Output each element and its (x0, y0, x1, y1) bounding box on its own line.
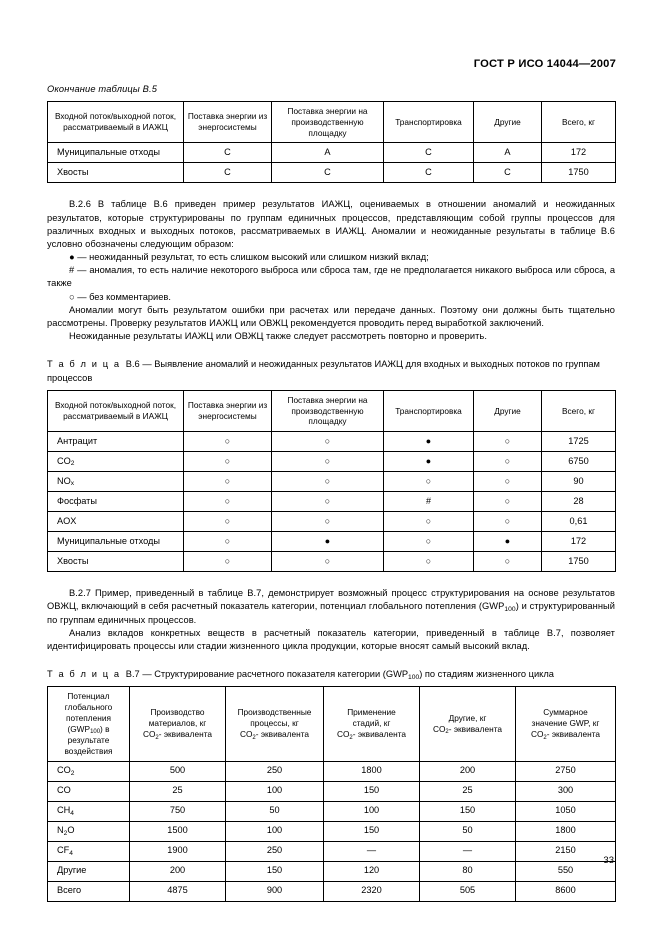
table-b6-header-row (48, 390, 616, 431)
col-header-processes-l3b: - эквивалента (255, 728, 310, 739)
row-label (48, 881, 130, 901)
cell-total: 1050 (516, 801, 616, 821)
cell-total: 1750 (542, 163, 616, 183)
table-b6-caption-number: В.6 (125, 359, 140, 370)
cell-grid: ○ (184, 512, 272, 532)
col-header-usage-l3b: - эквивалента (352, 728, 407, 739)
paragraph-b27 (47, 587, 615, 627)
col-header-gwp-l3: потепления (66, 712, 111, 723)
col-header-processes-l2: процессы, кг (250, 718, 299, 729)
row-label (48, 452, 184, 472)
col-header-grid-energy: Поставка энергии из энергосистемы (184, 390, 272, 431)
cell-total: 1750 (542, 552, 616, 572)
cell-grid: ○ (184, 492, 272, 512)
cell-other: ○ (474, 552, 542, 572)
cell-total: 1725 (542, 432, 616, 452)
cell-transport: ● (384, 452, 474, 472)
col-header-total-l1: Суммарное (543, 707, 588, 718)
cell-processes: 100 (226, 821, 324, 841)
col-header-gwp-l6: воздействия (64, 746, 113, 757)
cell-usage: 120 (324, 861, 420, 881)
row-label (48, 552, 184, 572)
cell-other: C (474, 163, 542, 183)
table-row (48, 781, 616, 801)
col-header-transport: Транспортировка (384, 390, 474, 431)
col-header-gwp-l4b: ) в (100, 723, 110, 734)
cell-other: ● (474, 532, 542, 552)
row-label-text: NO (57, 475, 71, 486)
table-b7-caption-text-a: — Структурирование расчетного показателя категории (GWP (142, 669, 409, 680)
row-label (48, 821, 130, 841)
cell-materials: 1500 (130, 821, 226, 841)
cell-total: 2150 (516, 841, 616, 861)
row-label-sub: 2 (63, 830, 68, 838)
cell-processes: 250 (226, 841, 324, 861)
cell-site: C (272, 163, 384, 183)
col-header-usage-l1: Применение (347, 707, 396, 718)
row-label (48, 532, 184, 552)
cell-usage: 2320 (324, 881, 420, 901)
row-label-tail: O (67, 825, 75, 836)
row-label-sub: 4 (69, 850, 73, 858)
row-label: Хвосты (48, 163, 184, 183)
col-header-gwp-l1: Потенциал (67, 691, 110, 702)
col-header-usage (324, 687, 420, 762)
cell-other: ○ (474, 472, 542, 492)
row-label (48, 761, 130, 781)
row-label (48, 861, 130, 881)
row-label-text: Другие (57, 865, 87, 876)
paragraph-unexpected-note: Неожиданные результаты ИАЖЦ или ОВЖЦ также следует рассмотреть повторно и проверить. (69, 331, 487, 342)
cell-total: 6750 (542, 452, 616, 472)
table-b7-body (48, 761, 616, 901)
table-row (48, 492, 616, 512)
table-b7-caption (47, 668, 615, 681)
col-header-materials-l2: материалов, кг (148, 718, 207, 729)
cell-grid: ○ (184, 432, 272, 452)
cell-transport: ○ (384, 552, 474, 572)
table-b7 (47, 686, 616, 902)
cell-site: A (272, 143, 384, 163)
table-row (48, 801, 616, 821)
row-label-text: Хвосты (57, 555, 89, 566)
table-row (48, 881, 616, 901)
table-row (48, 552, 616, 572)
cell-transport: # (384, 492, 474, 512)
col-header-processes-l3a: CO (239, 728, 253, 739)
col-header-materials-sub: 2 (155, 734, 159, 741)
row-label-text: Всего (57, 885, 82, 896)
cell-total: 172 (542, 143, 616, 163)
cell-other: 25 (420, 781, 516, 801)
legend-filled-circle: ● — неожиданный результат, то есть слишком высокий или слишком низкий вклад; (69, 252, 429, 263)
col-header-site-energy: Поставка энергии на производственную площадку (272, 390, 384, 431)
page-content (47, 84, 615, 902)
col-header-total-gwp (516, 687, 616, 762)
cell-site: ○ (272, 512, 384, 532)
row-label-text: CF (57, 845, 70, 856)
row-label-sub: x (70, 480, 75, 488)
col-header-total: Всего, кг (542, 102, 616, 143)
cell-processes: 100 (226, 781, 324, 801)
table-b5-caption: Окончание таблицы В.5 (47, 84, 158, 94)
cell-processes: 250 (226, 761, 324, 781)
table-b7-caption-sub: 100 (408, 673, 420, 681)
cell-total: 2750 (516, 761, 616, 781)
col-header-total-sub: 2 (543, 734, 547, 741)
cell-materials: 750 (130, 801, 226, 821)
table-b6-caption-text: — Выявление аномалий и неожиданных результатов ИАЖЦ для входных и выходных потоков по группам процессов (47, 359, 600, 383)
page-number: 33 (603, 855, 614, 866)
table-b7-caption-text-b: ) по стадиям жизненного цикла (419, 669, 554, 680)
cell-materials: 500 (130, 761, 226, 781)
cell-other: ○ (474, 452, 542, 472)
cell-other: 80 (420, 861, 516, 881)
cell-materials: 25 (130, 781, 226, 801)
col-header-gwp-sub: 100 (90, 729, 101, 736)
cell-usage: 150 (324, 821, 420, 841)
col-header-gwp-l4a: (GWP (67, 723, 91, 734)
cell-processes: 50 (226, 801, 324, 821)
cell-transport: ● (384, 432, 474, 452)
cell-site: ● (272, 532, 384, 552)
cell-total: 550 (516, 861, 616, 881)
col-header-gwp-l2: глобального (64, 702, 113, 713)
col-header-total-l3b: - эквивалента (546, 728, 601, 739)
table-row (48, 163, 616, 183)
col-header-total-l3a: CO (530, 728, 544, 739)
cell-materials: 1900 (130, 841, 226, 861)
row-label: Муниципальные отходы (48, 143, 184, 163)
cell-other: ○ (474, 432, 542, 452)
cell-total: 0,61 (542, 512, 616, 532)
paragraph-b27-analysis: Анализ вкладов конкретных веществ в расчетный показатель категории, приведенный в таблице В.7, позволяет идентифицировать процессы или стадии жизненного цикла продукции, которые вносят самый высокий вклад. (47, 627, 615, 651)
table-row (48, 821, 616, 841)
table-b5-header-row (48, 102, 616, 143)
row-label-text: CO (57, 455, 71, 466)
cell-grid: ○ (184, 532, 272, 552)
row-label-text: CH (57, 805, 71, 816)
table-row (48, 143, 616, 163)
paragraph-anomaly-note: Аномалии могут быть результатом ошибки при расчетах или передаче данных. Поэтому они должны быть тщательно рассмотрены. Проверку результатов ИАЖЦ или ОВЖЦ рекомендуется проводить перед выработкой заключений. (47, 304, 615, 329)
cell-total: 28 (542, 492, 616, 512)
paragraph-b27-part1: В.2.7 Пример, приведенный в таблице В.7, демонстрирует возможный процесс структурирования на основе результатов ОВЖЦ, включающий в себя расчетный показатель категории, потенциал глобального потепления (GWP (47, 588, 615, 612)
row-label-text: CO (57, 765, 71, 776)
cell-other: ○ (474, 512, 542, 532)
row-label-sub: 2 (70, 770, 75, 778)
col-header-materials (130, 687, 226, 762)
cell-grid: ○ (184, 552, 272, 572)
row-label-text: CO (57, 785, 71, 796)
cell-total: 300 (516, 781, 616, 801)
col-header-gwp (48, 687, 130, 762)
row-label (48, 512, 184, 532)
cell-usage: 100 (324, 801, 420, 821)
cell-site: ○ (272, 552, 384, 572)
col-header-materials-l3b: - эквивалента (158, 728, 213, 739)
row-label-text: Антрацит (57, 435, 98, 446)
col-header-total: Всего, кг (542, 390, 616, 431)
table-row (48, 452, 616, 472)
row-label-text: N (57, 825, 64, 836)
table-row (48, 532, 616, 552)
cell-total: 8600 (516, 881, 616, 901)
cell-other: ○ (474, 492, 542, 512)
col-header-other-l1: Другие, кг (448, 712, 487, 723)
cell-other: 200 (420, 761, 516, 781)
row-label (48, 492, 184, 512)
cell-processes: 900 (226, 881, 324, 901)
cell-materials: 200 (130, 861, 226, 881)
table-row (48, 472, 616, 492)
cell-grid: C (184, 143, 272, 163)
table-row (48, 841, 616, 861)
cell-grid: ○ (184, 452, 272, 472)
col-header-usage-l3a: CO (336, 728, 350, 739)
legend-open-circle: ○ — без комментариев. (69, 291, 171, 302)
col-header-other-l2b: - эквивалента (448, 723, 503, 734)
col-header-other (420, 687, 516, 762)
col-header-processes-sub: 2 (252, 734, 256, 741)
row-label (48, 432, 184, 452)
table-b6-body (48, 432, 616, 572)
row-label-text: Муниципальные отходы (57, 535, 160, 546)
cell-usage: — (324, 841, 420, 861)
cell-transport: C (384, 163, 474, 183)
cell-other: 50 (420, 821, 516, 841)
document-header: ГОСТ Р ИСО 14044—2007 (473, 58, 616, 70)
table-b6-caption (47, 358, 615, 384)
col-header-other: Другие (474, 390, 542, 431)
row-label (48, 841, 130, 861)
cell-processes: 150 (226, 861, 324, 881)
cell-grid: ○ (184, 472, 272, 492)
table-b6-caption-prefix: Т а б л и ц а (47, 359, 121, 370)
col-header-materials-l1: Производство (150, 707, 205, 718)
col-header-processes-l1: Производственные (237, 707, 312, 718)
cell-materials: 4875 (130, 881, 226, 901)
cell-grid: C (184, 163, 272, 183)
col-header-other: Другие (474, 102, 542, 143)
row-label-text: AOX (57, 515, 77, 526)
table-row (48, 512, 616, 532)
cell-site: ○ (272, 432, 384, 452)
table-b7-caption-prefix: Т а б л и ц а (47, 669, 121, 680)
cell-transport: C (384, 143, 474, 163)
table-row (48, 861, 616, 881)
cell-site: ○ (272, 472, 384, 492)
col-header-other-l2a: CO (432, 723, 446, 734)
cell-other: — (420, 841, 516, 861)
row-label-sub: 4 (70, 810, 74, 818)
col-header-total-l2: значение GWP, кг (531, 718, 600, 729)
table-row (48, 761, 616, 781)
col-header-materials-l3a: CO (142, 728, 156, 739)
cell-site: ○ (272, 492, 384, 512)
col-header-other-sub: 2 (445, 729, 449, 736)
paragraph-b27-subscript: 100 (504, 606, 516, 614)
table-b7-header-row (48, 687, 616, 762)
cell-usage: 150 (324, 781, 420, 801)
cell-total: 1800 (516, 821, 616, 841)
row-label (48, 781, 130, 801)
paragraph-b26: В.2.6 В таблице В.6 приведен пример результатов ИАЖЦ, оцениваемых в отношении аномалий и неожиданных результатов, которые структурированы по группам единичных процессов, представляющим собой группы процессов для различных входных и выходных потоков, рассматриваемых в ИАЖЦ. Аномалии и неожиданные результаты в таблице В.6 условно обозначены следующим образом: (47, 199, 615, 249)
cell-site: ○ (272, 452, 384, 472)
cell-other: 150 (420, 801, 516, 821)
col-header-flow: Входной поток/выходной поток, рассматриваемый в ИАЖЦ (48, 102, 184, 143)
col-header-gwp-l5: результате (67, 735, 110, 746)
col-header-site-energy: Поставка энергии на производственную площадку (272, 102, 384, 143)
col-header-grid-energy: Поставка энергии из энергосистемы (184, 102, 272, 143)
table-b5 (47, 101, 616, 183)
col-header-usage-sub: 2 (349, 734, 353, 741)
col-header-processes (226, 687, 324, 762)
cell-total: 172 (542, 532, 616, 552)
row-label (48, 801, 130, 821)
col-header-usage-l2: стадий, кг (352, 718, 391, 729)
legend-hash: # — аномалия, то есть наличие некоторого выброса или сброса там, где не предполагается никакого выброса или сброса, а также (47, 265, 615, 289)
cell-transport: ○ (384, 512, 474, 532)
cell-transport: ○ (384, 532, 474, 552)
paragraph-b27-part2: ) и структурированный по группам единичных процессов. (47, 601, 615, 625)
row-label (48, 472, 184, 492)
cell-other: A (474, 143, 542, 163)
cell-usage: 1800 (324, 761, 420, 781)
table-row (48, 432, 616, 452)
row-label-text: Фосфаты (57, 495, 97, 506)
col-header-flow: Входной поток/выходной поток, рассматриваемый в ИАЖЦ (48, 390, 184, 431)
cell-other: 505 (420, 881, 516, 901)
row-label-sub: 2 (70, 460, 75, 468)
col-header-transport: Транспортировка (384, 102, 474, 143)
table-b7-caption-number: В.7 (125, 669, 140, 680)
cell-transport: ○ (384, 472, 474, 492)
cell-total: 90 (542, 472, 616, 492)
table-b6 (47, 390, 616, 572)
